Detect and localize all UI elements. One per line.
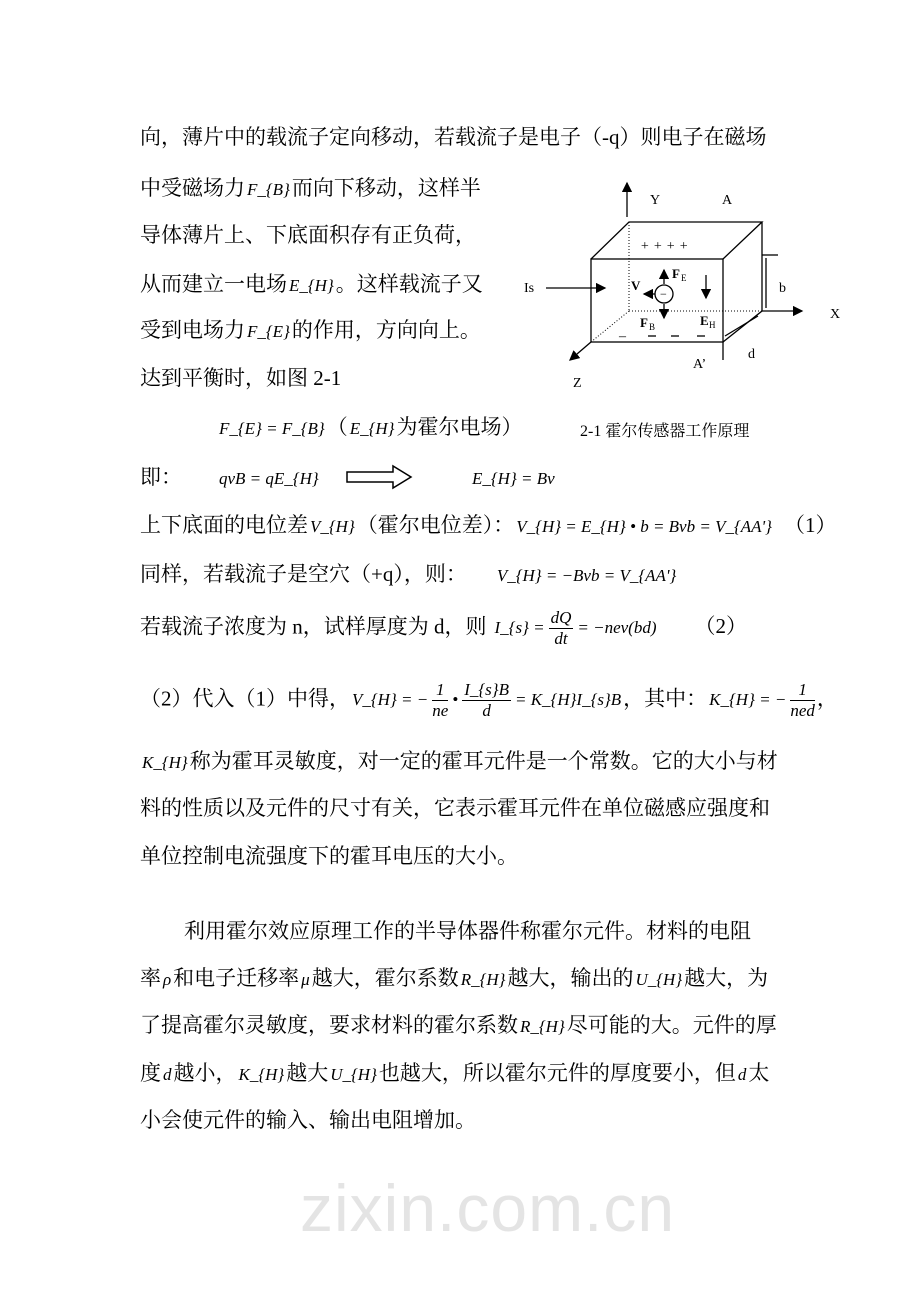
text: 率: [140, 966, 161, 990]
math-VH-eq: V_{H} = −: [352, 690, 429, 710]
text-line: 小会使元件的输入、输出电阻增加。: [140, 1108, 476, 1132]
figure-caption: 2-1 霍尔传感器工作原理: [580, 423, 750, 440]
math-FE-eq-FB: F_{E} = F_{B}: [219, 419, 325, 438]
text: 上下底面的电位差: [140, 513, 308, 537]
label-fb: F: [640, 315, 648, 330]
equation-hole: V_{H} = −Bvb = V_{AA'}: [496, 566, 677, 585]
denominator: ne: [432, 701, 449, 720]
text: 。这样载流子又: [335, 272, 483, 296]
text-line: [140, 561, 678, 589]
text: 中受磁场力: [140, 176, 245, 200]
math-RH: R_{H}: [520, 1017, 565, 1036]
text: 度: [140, 1061, 161, 1085]
label-a: A: [722, 193, 733, 208]
watermark: zixin.com.cn: [300, 1171, 676, 1245]
text-line: [140, 748, 778, 776]
text-line: [140, 512, 836, 540]
fraction-dQ-dt: [549, 608, 574, 649]
math-Is: I_{s} =: [494, 618, 545, 638]
text-line: [140, 680, 838, 721]
equation-force-balance: [217, 414, 522, 442]
text: （: [326, 415, 348, 439]
math-nev: = −nev(bd): [577, 618, 657, 638]
math-EH-Bv: E_{H} = Bv: [472, 469, 555, 488]
text: 越小，: [173, 1061, 237, 1085]
text-line: [140, 317, 481, 345]
text-line: 达到平衡时，如图 2-1: [140, 366, 342, 390]
label-a-prime: A’: [693, 357, 707, 372]
label-z: Z: [573, 376, 582, 391]
label-x: X: [830, 307, 841, 322]
text: 和电子迁移率: [173, 966, 300, 990]
math-d: d: [163, 1065, 172, 1084]
implies-arrow: [345, 464, 413, 490]
text-line: 料的性质以及元件的尺寸有关，它表示霍耳元件在单位磁感应强度和: [140, 796, 770, 820]
math-mu: μ: [301, 970, 310, 989]
label-fb-sub: B: [649, 322, 656, 332]
z-axis-arrow: [570, 342, 591, 360]
numerator: dQ: [550, 608, 572, 627]
text-line: [140, 608, 747, 649]
label-d: d: [748, 347, 755, 362]
equation-number: （2）: [694, 614, 747, 639]
text: （2）代入（1）中得，: [140, 686, 350, 711]
text-line: [140, 1060, 769, 1088]
text: 的作用，方向向上。: [291, 318, 481, 342]
equation-1: V_{H} = E_{H} • b = Bvb = V_{AA'}: [516, 517, 772, 536]
text: 从而建立一电场: [140, 272, 287, 296]
dot-operator: •: [452, 690, 459, 710]
denominator: ned: [790, 701, 815, 720]
text: 受到电场力: [140, 318, 245, 342]
numerator: 1: [790, 680, 815, 701]
denominator: dt: [554, 629, 568, 648]
text: ，: [816, 686, 838, 711]
math-EH: E_{H}: [289, 276, 334, 295]
math-rho: ρ: [163, 970, 172, 989]
hall-effect-diagram: [500, 170, 860, 450]
numerator: 1: [432, 680, 448, 701]
math-KHIsB: = K_{H}I_{s}B: [514, 690, 622, 710]
math-EH: E_{H}: [349, 419, 395, 438]
text-line: [140, 271, 483, 299]
text: 越大，输出的: [507, 966, 634, 990]
equation-number: （1）: [783, 513, 837, 537]
label-v: V: [631, 278, 641, 293]
math-KH-eq: K_{H} = −: [709, 690, 787, 710]
text: 太: [748, 1061, 770, 1085]
equation-EH: [470, 464, 557, 492]
fraction-1-ned: [790, 680, 815, 721]
math-FB: F_{B}: [247, 180, 290, 199]
label-fe: F: [672, 266, 680, 281]
label-is: Is: [524, 281, 535, 296]
numerator: I_{s}B: [464, 680, 509, 699]
text: 越大: [286, 1061, 329, 1085]
text-line: 利用霍尔效应原理工作的半导体器件称霍尔元件。材料的电阻: [184, 919, 751, 943]
text: 若载流子浓度为 n，试样厚度为 d，则: [140, 614, 487, 639]
text: 尽可能的大。元件的厚: [566, 1013, 777, 1037]
label-eh-sub: H: [709, 320, 716, 330]
math-qvB: qvB = qE_{H}: [219, 469, 319, 488]
text: 为霍尔电场）: [396, 415, 523, 439]
electron-sign: −: [660, 287, 667, 301]
text-line: 即：: [140, 465, 182, 489]
label-y: Y: [650, 193, 661, 208]
text: 同样，若载流子是空穴（+q），则：: [140, 562, 467, 586]
text: 越大，为: [684, 966, 769, 990]
d-dimension: [725, 316, 758, 336]
fraction-IsB-d: [462, 680, 511, 721]
text: 了提高霍尔灵敏度，要求材料的霍尔系数: [140, 1013, 518, 1037]
equation-qvB: [217, 464, 321, 492]
text-line: [140, 1012, 777, 1040]
math-VH: V_{H}: [310, 517, 355, 536]
text-line: 单位控制电流强度下的霍耳电压的大小。: [140, 844, 518, 868]
fraction-1-ne: [432, 680, 448, 721]
math-d: d: [737, 1065, 747, 1084]
text: （霍尔电位差）：: [356, 513, 515, 537]
denominator: d: [482, 701, 491, 720]
math-KH: K_{H}: [142, 753, 188, 772]
label-b: b: [779, 281, 786, 296]
math-UH: U_{H}: [330, 1065, 377, 1084]
text: 越大，霍尔系数: [311, 966, 459, 990]
math-KH: K_{H}: [238, 1065, 285, 1084]
negative-charge: –: [619, 329, 626, 344]
text-line: [140, 965, 768, 993]
text: 称为霍耳灵敏度，对一定的霍耳元件是一个常数。它的大小与材: [189, 749, 778, 773]
positive-charges: + + + +: [640, 239, 689, 254]
text: 而向下移动，这样半: [291, 176, 481, 200]
text-line: [140, 175, 481, 203]
math-RH: R_{H}: [460, 970, 506, 989]
label-fe-sub: E: [681, 273, 687, 283]
text: ，其中：: [623, 686, 708, 711]
text-line: 导体薄片上、下底面积存有正负荷，: [140, 223, 476, 247]
label-eh: E: [700, 313, 709, 328]
math-FE: F_{E}: [247, 322, 290, 341]
text-line: 向，薄片中的载流子定向移动，若载流子是电子（-q）则电子在磁场: [140, 125, 767, 149]
text: 也越大，所以霍尔元件的厚度要小，但: [378, 1061, 736, 1085]
math-UH: U_{H}: [635, 970, 683, 989]
